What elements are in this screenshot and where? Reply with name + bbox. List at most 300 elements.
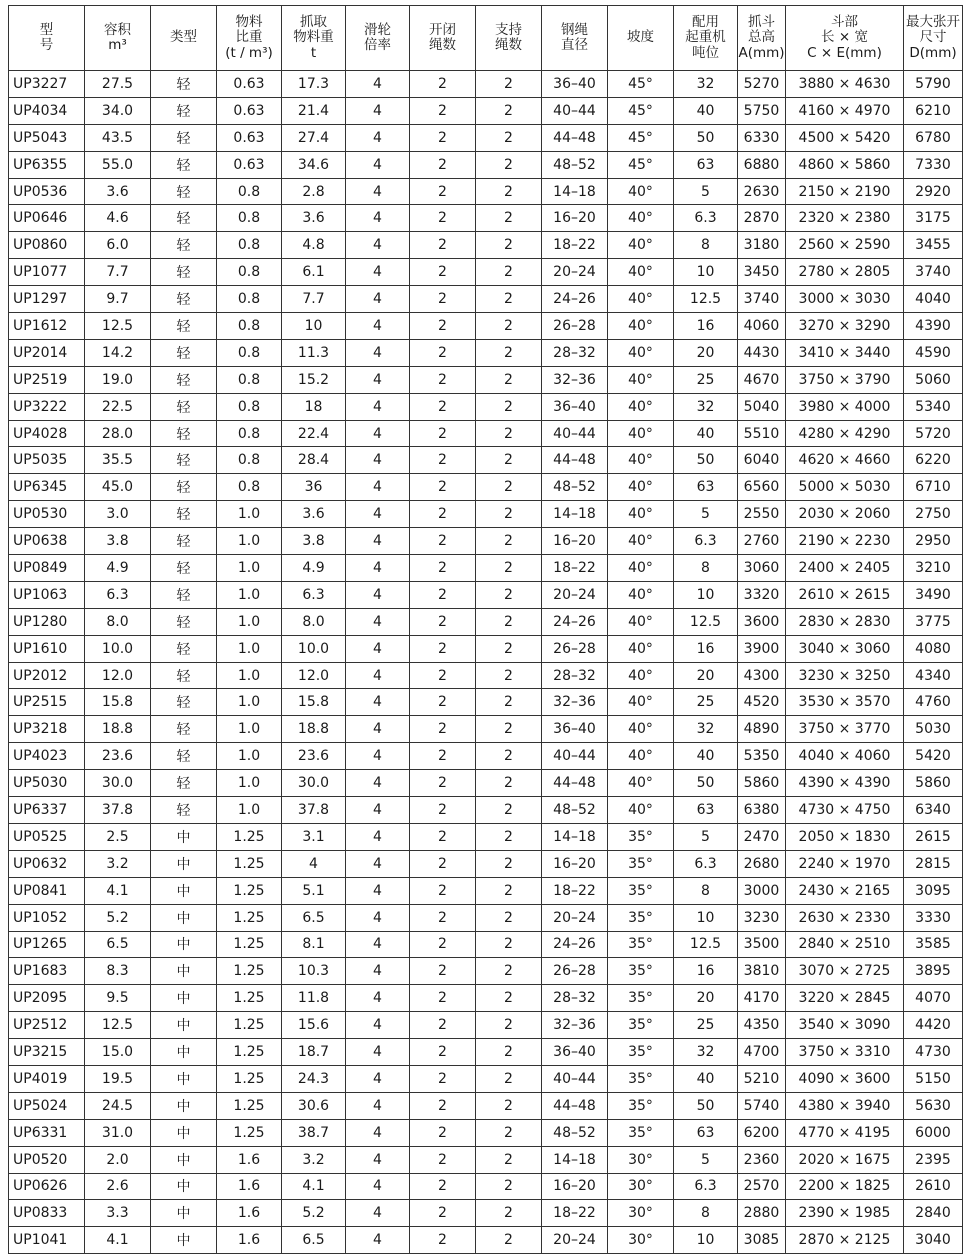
table-row [9, 339, 963, 366]
table-row [9, 555, 963, 582]
cell-volume: 4.1 [85, 877, 151, 904]
cell-crane-tonnage: 32 [674, 1039, 738, 1066]
cell-closing-ropes: 2 [410, 985, 476, 1012]
cell-model: UP0860 [9, 232, 85, 259]
cell-type: 轻 [151, 124, 217, 151]
cell-material-density: 0.8 [217, 420, 282, 447]
cell-total-height: 2760 [738, 528, 786, 555]
cell-closing-ropes: 2 [410, 716, 476, 743]
cell-max-opening: 3095 [904, 877, 963, 904]
cell-total-height: 3900 [738, 635, 786, 662]
cell-slope: 40° [608, 420, 674, 447]
cell-model: UP6331 [9, 1119, 85, 1146]
cell-closing-ropes: 2 [410, 1119, 476, 1146]
cell-pulley-ratio: 4 [346, 151, 410, 178]
header-line: 滑轮 [364, 21, 391, 38]
cell-total-height: 4890 [738, 716, 786, 743]
cell-total-height: 2630 [738, 178, 786, 205]
cell-crane-tonnage: 5 [674, 501, 738, 528]
cell-crane-tonnage: 63 [674, 474, 738, 501]
cell-model: UP5035 [9, 447, 85, 474]
cell-bucket-size: 4500 × 5420 [786, 124, 904, 151]
cell-material-density: 0.8 [217, 313, 282, 340]
cell-volume: 12.5 [85, 313, 151, 340]
cell-grab-weight: 18.7 [282, 1039, 346, 1066]
cell-model: UP5030 [9, 770, 85, 797]
table-row [9, 124, 963, 151]
cell-pulley-ratio: 4 [346, 259, 410, 286]
cell-closing-ropes: 2 [410, 474, 476, 501]
cell-material-density: 0.8 [217, 232, 282, 259]
cell-holding-ropes: 2 [476, 743, 542, 770]
cell-model: UP0632 [9, 850, 85, 877]
cell-bucket-size: 2830 × 2830 [786, 608, 904, 635]
cell-pulley-ratio: 4 [346, 71, 410, 98]
table-row [9, 823, 963, 850]
cell-pulley-ratio: 4 [346, 501, 410, 528]
cell-type: 轻 [151, 528, 217, 555]
cell-closing-ropes: 2 [410, 232, 476, 259]
cell-material-density: 1.0 [217, 501, 282, 528]
cell-slope: 35° [608, 823, 674, 850]
cell-material-density: 1.0 [217, 770, 282, 797]
cell-type: 轻 [151, 286, 217, 313]
cell-bucket-size: 2190 × 2230 [786, 528, 904, 555]
cell-grab-weight: 30.0 [282, 770, 346, 797]
cell-rope-diameter: 32–36 [542, 689, 608, 716]
cell-model: UP0849 [9, 555, 85, 582]
cell-total-height: 6560 [738, 474, 786, 501]
cell-pulley-ratio: 4 [346, 635, 410, 662]
header-line: 类型 [170, 29, 197, 46]
cell-rope-diameter: 32–36 [542, 1012, 608, 1039]
cell-holding-ropes: 2 [476, 1012, 542, 1039]
header-line: 总高 [748, 29, 775, 46]
header-line: 吨位 [692, 44, 719, 61]
cell-pulley-ratio: 4 [346, 1092, 410, 1119]
cell-material-density: 1.25 [217, 904, 282, 931]
cell-material-density: 0.8 [217, 259, 282, 286]
header-model [9, 6, 85, 71]
cell-max-opening: 6220 [904, 447, 963, 474]
cell-model: UP0530 [9, 501, 85, 528]
cell-type: 中 [151, 1200, 217, 1227]
cell-type: 轻 [151, 205, 217, 232]
cell-volume: 3.8 [85, 528, 151, 555]
cell-rope-diameter: 14–18 [542, 501, 608, 528]
cell-volume: 19.0 [85, 366, 151, 393]
cell-material-density: 0.63 [217, 97, 282, 124]
cell-crane-tonnage: 10 [674, 904, 738, 931]
cell-bucket-size: 2390 × 1985 [786, 1200, 904, 1227]
cell-bucket-size: 2870 × 2125 [786, 1227, 904, 1254]
cell-model: UP1610 [9, 635, 85, 662]
cell-material-density: 0.8 [217, 339, 282, 366]
cell-total-height: 4670 [738, 366, 786, 393]
cell-max-opening: 2815 [904, 850, 963, 877]
cell-total-height: 4350 [738, 1012, 786, 1039]
header-line: C × E(mm) [807, 44, 882, 61]
header-pulley-ratio [346, 6, 410, 71]
cell-holding-ropes: 2 [476, 1039, 542, 1066]
cell-holding-ropes: 2 [476, 339, 542, 366]
cell-total-height: 2870 [738, 205, 786, 232]
table-row [9, 985, 963, 1012]
cell-holding-ropes: 2 [476, 205, 542, 232]
cell-grab-weight: 6.1 [282, 259, 346, 286]
cell-crane-tonnage: 8 [674, 232, 738, 259]
table-row [9, 743, 963, 770]
cell-bucket-size: 2780 × 2805 [786, 259, 904, 286]
cell-volume: 15.0 [85, 1039, 151, 1066]
cell-total-height: 3740 [738, 286, 786, 313]
table-row [9, 71, 963, 98]
cell-total-height: 3810 [738, 958, 786, 985]
header-line: 钢绳 [561, 21, 588, 38]
header-line: D(mm) [909, 44, 957, 61]
header-line: 绳数 [429, 37, 456, 53]
cell-type: 轻 [151, 608, 217, 635]
cell-volume: 2.5 [85, 823, 151, 850]
cell-slope: 35° [608, 985, 674, 1012]
cell-volume: 6.5 [85, 931, 151, 958]
cell-type: 轻 [151, 339, 217, 366]
cell-pulley-ratio: 4 [346, 797, 410, 824]
cell-total-height: 4170 [738, 985, 786, 1012]
cell-closing-ropes: 2 [410, 931, 476, 958]
cell-max-opening: 6000 [904, 1119, 963, 1146]
cell-closing-ropes: 2 [410, 743, 476, 770]
cell-rope-diameter: 44–48 [542, 1092, 608, 1119]
cell-crane-tonnage: 50 [674, 1092, 738, 1119]
table-row [9, 877, 963, 904]
table-row [9, 1065, 963, 1092]
cell-closing-ropes: 2 [410, 151, 476, 178]
cell-holding-ropes: 2 [476, 958, 542, 985]
cell-closing-ropes: 2 [410, 1065, 476, 1092]
cell-crane-tonnage: 6.3 [674, 1173, 738, 1200]
cell-pulley-ratio: 4 [346, 366, 410, 393]
cell-pulley-ratio: 4 [346, 823, 410, 850]
cell-type: 中 [151, 1146, 217, 1173]
cell-holding-ropes: 2 [476, 635, 542, 662]
header-grab-weight [282, 6, 346, 71]
cell-max-opening: 4760 [904, 689, 963, 716]
cell-crane-tonnage: 50 [674, 124, 738, 151]
grab-bucket-spec-table [8, 5, 963, 1254]
cell-model: UP0520 [9, 1146, 85, 1173]
cell-bucket-size: 2240 × 1970 [786, 850, 904, 877]
cell-max-opening: 5860 [904, 770, 963, 797]
cell-closing-ropes: 2 [410, 662, 476, 689]
cell-rope-diameter: 40–44 [542, 420, 608, 447]
cell-closing-ropes: 2 [410, 286, 476, 313]
cell-slope: 45° [608, 151, 674, 178]
cell-type: 轻 [151, 555, 217, 582]
cell-grab-weight: 15.6 [282, 1012, 346, 1039]
cell-bucket-size: 3000 × 3030 [786, 286, 904, 313]
header-line: 支持 [495, 21, 522, 38]
cell-max-opening: 3040 [904, 1227, 963, 1254]
cell-volume: 22.5 [85, 393, 151, 420]
cell-slope: 40° [608, 581, 674, 608]
table-row [9, 716, 963, 743]
cell-max-opening: 4040 [904, 286, 963, 313]
cell-slope: 40° [608, 313, 674, 340]
cell-rope-diameter: 40–44 [542, 743, 608, 770]
cell-slope: 40° [608, 501, 674, 528]
cell-model: UP2014 [9, 339, 85, 366]
table-body [9, 71, 963, 1254]
cell-total-height: 3320 [738, 581, 786, 608]
cell-max-opening: 4420 [904, 1012, 963, 1039]
header-line: 物料重 [293, 29, 334, 46]
cell-holding-ropes: 2 [476, 904, 542, 931]
cell-type: 轻 [151, 662, 217, 689]
header-line: 物料 [235, 13, 263, 30]
cell-volume: 6.3 [85, 581, 151, 608]
cell-bucket-size: 3980 × 4000 [786, 393, 904, 420]
cell-volume: 23.6 [85, 743, 151, 770]
cell-grab-weight: 15.8 [282, 689, 346, 716]
cell-type: 轻 [151, 689, 217, 716]
cell-bucket-size: 4160 × 4970 [786, 97, 904, 124]
cell-crane-tonnage: 16 [674, 958, 738, 985]
cell-max-opening: 3175 [904, 205, 963, 232]
cell-model: UP0841 [9, 877, 85, 904]
cell-bucket-size: 4040 × 4060 [786, 743, 904, 770]
cell-bucket-size: 3530 × 3570 [786, 689, 904, 716]
cell-pulley-ratio: 4 [346, 743, 410, 770]
cell-bucket-size: 3750 × 3310 [786, 1039, 904, 1066]
cell-bucket-size: 3750 × 3790 [786, 366, 904, 393]
cell-model: UP4034 [9, 97, 85, 124]
cell-closing-ropes: 2 [410, 635, 476, 662]
table-row [9, 366, 963, 393]
cell-crane-tonnage: 40 [674, 1065, 738, 1092]
cell-slope: 40° [608, 286, 674, 313]
cell-slope: 35° [608, 877, 674, 904]
table-row [9, 232, 963, 259]
cell-volume: 3.0 [85, 501, 151, 528]
cell-pulley-ratio: 4 [346, 474, 410, 501]
cell-holding-ropes: 2 [476, 1146, 542, 1173]
cell-volume: 8.3 [85, 958, 151, 985]
cell-volume: 15.8 [85, 689, 151, 716]
cell-pulley-ratio: 4 [346, 447, 410, 474]
cell-rope-diameter: 26–28 [542, 313, 608, 340]
table-row [9, 1119, 963, 1146]
table-row [9, 259, 963, 286]
cell-type: 轻 [151, 151, 217, 178]
cell-volume: 3.2 [85, 850, 151, 877]
cell-type: 中 [151, 850, 217, 877]
cell-holding-ropes: 2 [476, 850, 542, 877]
cell-volume: 7.7 [85, 259, 151, 286]
cell-model: UP0536 [9, 178, 85, 205]
cell-volume: 37.8 [85, 797, 151, 824]
cell-max-opening: 5420 [904, 743, 963, 770]
cell-bucket-size: 3230 × 3250 [786, 662, 904, 689]
cell-closing-ropes: 2 [410, 555, 476, 582]
cell-grab-weight: 23.6 [282, 743, 346, 770]
table-row [9, 581, 963, 608]
cell-total-height: 3000 [738, 877, 786, 904]
cell-grab-weight: 11.3 [282, 339, 346, 366]
cell-max-opening: 6210 [904, 97, 963, 124]
cell-max-opening: 3490 [904, 581, 963, 608]
header-line: (t / m³) [225, 44, 273, 61]
cell-volume: 43.5 [85, 124, 151, 151]
cell-slope: 40° [608, 178, 674, 205]
cell-closing-ropes: 2 [410, 904, 476, 931]
header-line: t [310, 44, 317, 61]
header-total-height [738, 6, 786, 71]
cell-closing-ropes: 2 [410, 178, 476, 205]
cell-max-opening: 3740 [904, 259, 963, 286]
cell-slope: 40° [608, 797, 674, 824]
table-row [9, 689, 963, 716]
cell-slope: 40° [608, 232, 674, 259]
cell-crane-tonnage: 8 [674, 555, 738, 582]
cell-max-opening: 3775 [904, 608, 963, 635]
table-row [9, 797, 963, 824]
cell-type: 轻 [151, 393, 217, 420]
cell-holding-ropes: 2 [476, 931, 542, 958]
cell-grab-weight: 34.6 [282, 151, 346, 178]
cell-closing-ropes: 2 [410, 420, 476, 447]
cell-volume: 24.5 [85, 1092, 151, 1119]
cell-pulley-ratio: 4 [346, 850, 410, 877]
cell-material-density: 0.63 [217, 71, 282, 98]
cell-total-height: 2570 [738, 1173, 786, 1200]
cell-closing-ropes: 2 [410, 850, 476, 877]
cell-bucket-size: 5000 × 5030 [786, 474, 904, 501]
header-line: 倍率 [364, 37, 391, 53]
cell-crane-tonnage: 25 [674, 1012, 738, 1039]
cell-bucket-size: 4090 × 3600 [786, 1065, 904, 1092]
cell-type: 中 [151, 904, 217, 931]
cell-bucket-size: 4730 × 4750 [786, 797, 904, 824]
cell-pulley-ratio: 4 [346, 97, 410, 124]
cell-total-height: 4700 [738, 1039, 786, 1066]
cell-closing-ropes: 2 [410, 1227, 476, 1254]
cell-bucket-size: 4390 × 4390 [786, 770, 904, 797]
cell-volume: 9.5 [85, 985, 151, 1012]
cell-material-density: 1.25 [217, 931, 282, 958]
cell-bucket-size: 3410 × 3440 [786, 339, 904, 366]
cell-volume: 3.3 [85, 1200, 151, 1227]
cell-material-density: 1.0 [217, 689, 282, 716]
cell-bucket-size: 3220 × 2845 [786, 985, 904, 1012]
cell-pulley-ratio: 4 [346, 1146, 410, 1173]
cell-closing-ropes: 2 [410, 1012, 476, 1039]
cell-slope: 40° [608, 259, 674, 286]
cell-slope: 40° [608, 662, 674, 689]
cell-closing-ropes: 2 [410, 447, 476, 474]
cell-max-opening: 5790 [904, 71, 963, 98]
cell-slope: 30° [608, 1146, 674, 1173]
cell-volume: 19.5 [85, 1065, 151, 1092]
cell-bucket-size: 3270 × 3290 [786, 313, 904, 340]
cell-total-height: 2360 [738, 1146, 786, 1173]
cell-bucket-size: 2560 × 2590 [786, 232, 904, 259]
cell-rope-diameter: 28–32 [542, 985, 608, 1012]
cell-closing-ropes: 2 [410, 528, 476, 555]
cell-slope: 40° [608, 689, 674, 716]
cell-grab-weight: 3.8 [282, 528, 346, 555]
cell-volume: 5.2 [85, 904, 151, 931]
header-bucket-size [786, 6, 904, 71]
cell-pulley-ratio: 4 [346, 1039, 410, 1066]
cell-total-height: 6330 [738, 124, 786, 151]
cell-type: 轻 [151, 581, 217, 608]
cell-pulley-ratio: 4 [346, 313, 410, 340]
cell-holding-ropes: 2 [476, 985, 542, 1012]
cell-model: UP6337 [9, 797, 85, 824]
cell-max-opening: 4390 [904, 313, 963, 340]
header-crane-tonnage [674, 6, 738, 71]
cell-rope-diameter: 28–32 [542, 662, 608, 689]
cell-grab-weight: 2.8 [282, 178, 346, 205]
header-line: 长 × 宽 [821, 29, 868, 46]
cell-volume: 45.0 [85, 474, 151, 501]
cell-bucket-size: 4380 × 3940 [786, 1092, 904, 1119]
cell-closing-ropes: 2 [410, 393, 476, 420]
cell-material-density: 0.8 [217, 286, 282, 313]
cell-volume: 4.1 [85, 1227, 151, 1254]
cell-slope: 35° [608, 1065, 674, 1092]
cell-grab-weight: 6.5 [282, 1227, 346, 1254]
cell-crane-tonnage: 12.5 [674, 608, 738, 635]
header-max-opening [904, 6, 963, 71]
header-line: A(mm) [738, 44, 785, 61]
cell-rope-diameter: 26–28 [542, 958, 608, 985]
cell-type: 轻 [151, 770, 217, 797]
cell-type: 轻 [151, 743, 217, 770]
cell-closing-ropes: 2 [410, 124, 476, 151]
cell-total-height: 6880 [738, 151, 786, 178]
cell-max-opening: 2750 [904, 501, 963, 528]
cell-material-density: 1.25 [217, 1065, 282, 1092]
cell-bucket-size: 2840 × 2510 [786, 931, 904, 958]
cell-type: 中 [151, 1012, 217, 1039]
cell-model: UP4019 [9, 1065, 85, 1092]
table-row [9, 1173, 963, 1200]
cell-crane-tonnage: 50 [674, 770, 738, 797]
cell-rope-diameter: 16–20 [542, 1173, 608, 1200]
cell-total-height: 3085 [738, 1227, 786, 1254]
table-row [9, 474, 963, 501]
cell-slope: 35° [608, 850, 674, 877]
cell-max-opening: 2840 [904, 1200, 963, 1227]
cell-crane-tonnage: 20 [674, 339, 738, 366]
cell-grab-weight: 36 [282, 474, 346, 501]
cell-type: 轻 [151, 366, 217, 393]
cell-max-opening: 2615 [904, 823, 963, 850]
header-holding-ropes [476, 6, 542, 71]
cell-holding-ropes: 2 [476, 393, 542, 420]
cell-model: UP1052 [9, 904, 85, 931]
cell-grab-weight: 4.1 [282, 1173, 346, 1200]
cell-crane-tonnage: 20 [674, 662, 738, 689]
cell-material-density: 1.0 [217, 581, 282, 608]
cell-holding-ropes: 2 [476, 313, 542, 340]
table-row [9, 904, 963, 931]
cell-pulley-ratio: 4 [346, 958, 410, 985]
cell-type: 轻 [151, 232, 217, 259]
cell-grab-weight: 4.8 [282, 232, 346, 259]
